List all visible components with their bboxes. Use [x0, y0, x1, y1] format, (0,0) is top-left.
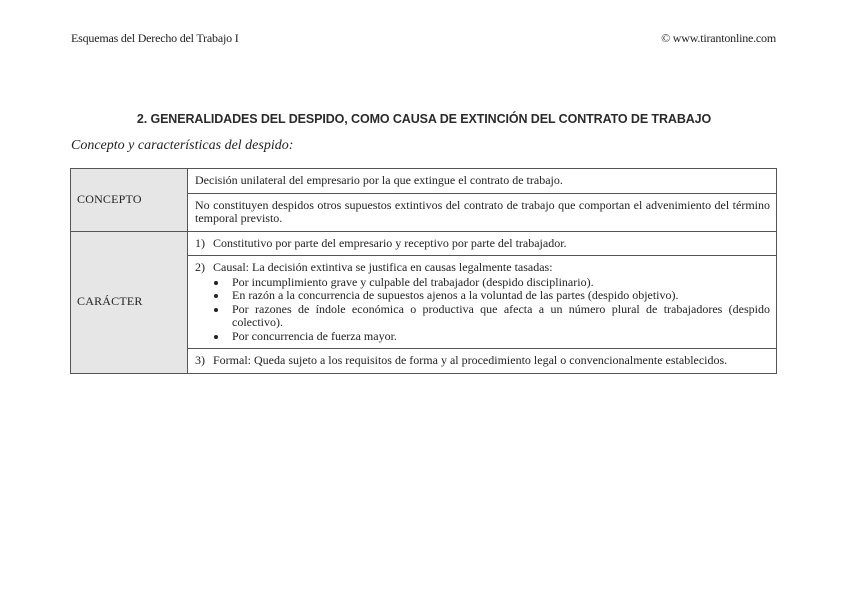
caracter-label: CARÁCTER — [71, 231, 188, 373]
despido-table — [70, 168, 777, 374]
concepto-row-1: Decisión unilateral del empresario por la que extingue el contrato de trabajo. — [188, 169, 777, 194]
item-text: Formal: Queda sujeto a los requisitos de forma y al procedimiento legal o convencionalmente establecidos. — [213, 353, 728, 367]
item-text: Causal: La decisión extintiva se justifica en causas legalmente tasadas: — [213, 260, 553, 274]
caracter-row-3 — [188, 349, 777, 374]
concepto-row-2: No constituyen despidos otros supuestos extintivos del contrato de trabajo que comportan el advenimiento del término temporal previsto. — [188, 193, 777, 231]
list-item: • Por incumplimiento grave y culpable del trabajador (despido disciplinario). — [228, 276, 770, 290]
running-header-title: Esquemas del Derecho del Trabajo I — [71, 31, 239, 45]
table-row — [71, 231, 777, 256]
section-title: 2. GENERALIDADES DEL DESPIDO, COMO CAUSA DE EXTINCIÓN DEL CONTRATO DE TRABAJO — [136, 112, 712, 126]
causes-list — [195, 276, 770, 344]
caracter-row-1 — [188, 231, 777, 256]
table-row — [71, 169, 777, 194]
item-text: Constitutivo por parte del empresario y receptivo por parte del trabajador. — [213, 235, 567, 250]
list-item: • En razón a la concurrencia de supuestos ajenos a la voluntad de las partes (despido objetivo). — [228, 289, 770, 303]
running-header-copyright: © www.tirantonline.com — [661, 31, 776, 45]
item-number: 2) — [195, 260, 205, 274]
list-item: • Por concurrencia de fuerza mayor. — [228, 330, 770, 344]
item-number: 1) — [195, 235, 205, 250]
concepto-label: CONCEPTO — [71, 169, 188, 232]
item-number: 3) — [195, 353, 205, 367]
caracter-row-2 — [188, 256, 777, 349]
section-subtitle: Concepto y características del despido: — [71, 138, 294, 153]
list-item: • Por razones de índole económica o productiva que afecta a un número plural de trabajadores (despido colectivo). — [228, 303, 770, 330]
